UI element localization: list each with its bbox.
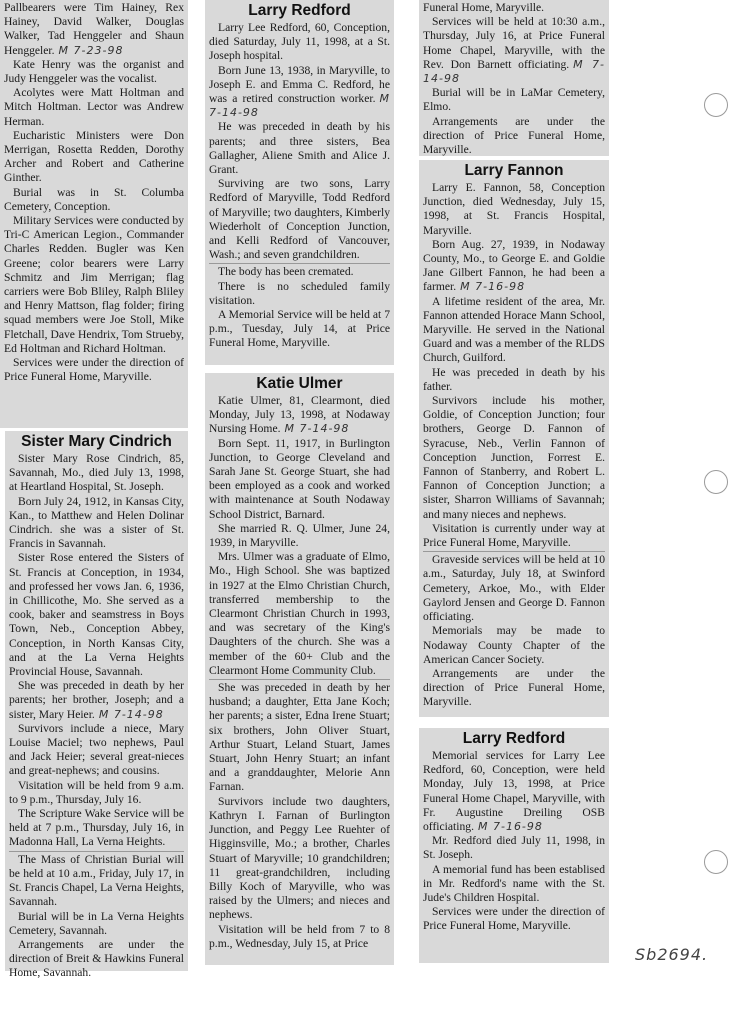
obituary-paragraph: Mrs. Ulmer was a graduate of Elmo, Mo., High School. She was baptized in 1927 at the Elmo Christian Church, transferred membership to the Clearmont Christian Church in 1993, and was secretary of the King's Daughters of the church. She was a member of the 60+ Club and the Clearmont Home Community Club.	[209, 550, 390, 677]
obituary-paragraph: Larry E. Fannon, 58, Conception Junction, died Wednesday, July 15, 1998, at St. Francis Hospital, Maryville.	[423, 181, 605, 237]
obituary-paragraph: A Memorial Service will be held at 7 p.m., Tuesday, July 14, at Price Funeral Home, Maryville.	[209, 308, 390, 350]
obituary-larry-redford	[205, 0, 394, 365]
direction-text: Services were under the direction of Price Funeral Home, Maryville.	[4, 356, 184, 384]
obituary-paragraph: Memorial services for Larry Lee Redford, 60, Conception, were held Monday, July 13, 1998, at Price Funeral Home Chapel, Maryville, with Fr. Augustine Dreiling OSB officiating.	[423, 749, 605, 834]
handwritten-date: M 7-14-98	[284, 422, 350, 436]
divider	[209, 679, 390, 680]
obituary-title: Larry Redford	[462, 730, 566, 747]
handwritten-date: M 7-14-98	[98, 707, 164, 721]
obituary-paragraph: Funeral Home, Maryville.	[423, 1, 545, 14]
military-text: Military Services were conducted by Tri-C American Legion., Commander Charles Redden. Bugler was Ken Greene; color bearers were Larry Schmitz and Jim Merrigan; flag carriers were Bob Bliley, Ralph Bliley and Henry Mattson, flag folder; firing squad members were Joe Stoll, Mike Fletchall, Dave Hendrix, Tom Strueby, Ed Holtman and Richard Holtman.	[4, 214, 184, 355]
obituary-paragraph: She married R. Q. Ulmer, June 24, 1939, in Maryville.	[209, 521, 390, 550]
obituary-paragraph: There is no scheduled family visitation.	[209, 279, 390, 307]
divider	[9, 851, 184, 852]
handwritten-date: M 7-14-98	[209, 92, 390, 120]
obituary-paragraph: The body has been cremated.	[218, 265, 354, 279]
obituary-paragraph: Born Aug. 27, 1939, in Nodaway County, Mo., to George E. and Goldie Jane Gilbert Fannon, he had been a farmer.	[423, 237, 605, 294]
obituary-paragraph: A lifetime resident of the area, Mr. Fannon attended Horace Mann School, Maryville. He served in the National Guard and was a member of the RLDS Church, Guilford.	[423, 294, 605, 365]
acolytes-text: Acolytes were Matt Holtman and Mitch Holtman. Lector was Andrew Herman.	[4, 86, 184, 128]
obituary-paragraph: The Mass of Christian Burial will be held at 10 a.m., Friday, July 17, in St. Francis Chapel, La Verna Heights, Savannah.	[9, 852, 184, 909]
obituary-paragraph: Graveside services will be held at 10 a.m., Saturday, July 18, at Swinford Cemetery, Arkoe, Mo., with Elder Gaylord Jensen and George D. Fannon officiating.	[423, 553, 605, 624]
obituary-paragraph: Visitation will be held from 7 to 8 p.m., Wednesday, July 15, at Price	[209, 922, 390, 950]
handwritten-date: M 7-14-98	[423, 57, 605, 86]
obituary-title: Larry Fannon	[464, 162, 564, 179]
obituary-paragraph: She was preceded in death by her husband; a daughter, Etta Jane Koch; her parents; a sister, Edna Irene Stuart; six brothers, John Oliver Stuart, Arthur Stuart, Leland Stuart, James Stuart, John Henry Stuart; an infant and a granddaughter, Melorie Ann Farnan.	[209, 681, 390, 794]
obituary-title: Katie Ulmer	[256, 375, 343, 392]
handwritten-date: M 7-23-98	[58, 43, 124, 57]
handwritten-date: M 7-16-98	[477, 820, 543, 834]
pallbearers-text: Pallbearers were Tim Hainey, Rex Hainey, David Walker, Douglas Walker, Tad Henggeler and Shaun Henggeler.	[4, 1, 184, 57]
obituary-paragraph: Born July 24, 1912, in Kansas City, Kan., to Matthew and Helen Dolinar Cindrich. she was a sister of St. Francis in Savannah.	[9, 494, 184, 551]
obituary-title: Sister Mary Cindrich	[21, 433, 172, 450]
obituary-paragraph: Mr. Redford died July 11, 1998, in St. Joseph.	[423, 834, 605, 862]
obituary-paragraph: Burial will be in LaMar Cemetery, Elmo.	[423, 86, 605, 114]
clipping-col3-top	[419, 0, 609, 156]
obituary-paragraph: Services will be held at 10:30 a.m., Thursday, July 16, at Price Funeral Home Chapel, Maryville, with the Rev. Don Barnett officiating.	[423, 15, 605, 71]
clipping-col1-top	[0, 0, 188, 428]
organist-text: Kate Henry was the organist and Judy Henggeler was the vocalist.	[4, 57, 184, 86]
handwritten-date: M 7-16-98	[460, 280, 526, 294]
obituary-paragraph: Born Sept. 11, 1917, in Burlington Junction, to George Cleveland and Sarah Jane St. George Stuart, she had been employed as a cook and worked with maintenance at South Nodaway School District, Barnard.	[209, 436, 390, 521]
ministers-text: Eucharistic Ministers were Don Merrigan, Rosetta Redden, Dorothy Archer and Robert and Catherine Ginther.	[4, 128, 184, 185]
obituary-paragraph: Survivors include his mother, Goldie, of Conception Junction; four brothers, George D. Fannon of Syracuse, Neb., Verlin Fannon of Conception Junction, Forrest E. Fannon of Stanberry, and Robert L. Fannon of Conception Junction; a sister, Sharron Williams of Savannah; and many nieces and nephews.	[423, 394, 605, 521]
obituary-paragraph: Memorials may be made to Nodaway County Chapter of the American Cancer Society.	[423, 624, 605, 666]
burial-text: Burial was in St. Columba Cemetery, Conception.	[4, 185, 184, 213]
obituary-sister-mary-cindrich	[5, 431, 188, 980]
obituary-paragraph: Visitation is currently under way at Price Funeral Home, Maryville.	[423, 521, 605, 550]
obituary-paragraph: Burial will be in La Verna Heights Cemetery, Savannah.	[9, 909, 184, 937]
obituary-paragraph: Larry Lee Redford, 60, Conception, died Saturday, July 11, 1998, at a St. Joseph hospital.	[209, 21, 390, 63]
punch-hole-top	[704, 93, 728, 117]
obituary-paragraph: Arrangements are under the direction of Price Funeral Home, Maryville.	[423, 114, 605, 157]
obituary-paragraph: Sister Rose entered the Sisters of St. Francis at Conception, in 1934, and professed her vows Jan. 6, 1936, in Chillicothe, Mo. She served as a cook, baker and seamstress in Boys Town, Neb., Conception Abbey, Conception, in North Kansas City, and at the La Verna Heights Provincial House, Savannah.	[9, 551, 184, 679]
obituary-paragraph: Katie Ulmer, 81, Clearmont, died Monday, July 13, 1998, at Nodaway Nursing Home.	[209, 394, 390, 436]
obituary-paragraph: Services were under the direction of Price Funeral Home, Maryville.	[423, 905, 605, 933]
obituary-paragraph: Sister Mary Rose Cindrich, 85, Savannah, Mo., died July 13, 1998, at Heartland Hospital, St. Joseph.	[9, 452, 184, 494]
obituary-paragraph: She was preceded in death by her parents; her brother, Joseph; and a sister, Mary Heier.	[9, 679, 184, 721]
obituary-paragraph: The Scripture Wake Service will be held at 7 p.m., Thursday, July 16, in Madonna Hall, La Verna Heights.	[9, 807, 184, 849]
obituary-larry-redford-memorial	[419, 728, 609, 963]
obituary-paragraph: Arrangements are under the direction of Price Funeral Home, Maryville.	[423, 666, 605, 709]
handwritten-file-reference: Sb2694.	[635, 945, 709, 964]
obituary-katie-ulmer	[205, 373, 394, 965]
divider	[423, 551, 605, 552]
obituary-title: Larry Redford	[248, 2, 351, 19]
punch-hole-bottom	[704, 850, 728, 874]
obituary-larry-fannon	[419, 160, 609, 717]
obituary-paragraph: Survivors include two daughters, Kathryn I. Farnan of Burlington Junction, and Peggy Lee Ruehter of Higginsville, Mo.; a brother, Charles Stuart of Maryville; 10 grandchildren; 11 great-grandchildren, including Billy Koch of Maryville, who was raised by the Ulmers; and nieces and nephews.	[209, 794, 390, 922]
obituary-paragraph: Surviving are two sons, Larry Redford of Maryville, Todd Redford of Maryville; two daughters, Kimberly Wiederholt of Conception Junction, and Kelli Redford of Vancouver, Wash.; and seven grandchildren.	[209, 177, 390, 262]
obituary-paragraph: Arrangements are under the direction of Breit & Hawkins Funeral Home, Savannah.	[9, 937, 184, 980]
divider	[209, 263, 390, 264]
obituary-paragraph: A memorial fund has been establised in Mr. Redford's name with the St. Jude's Children Hospital.	[423, 862, 605, 905]
obituary-paragraph: He was preceded in death by his father.	[423, 365, 605, 393]
obituary-paragraph: Survivors include a niece, Mary Louise Maciel; two nephews, Paul and Jack Heier; several great-nieces and great-nephews; and cousins.	[9, 721, 184, 778]
obituary-paragraph: Visitation will be held from 9 a.m. to 9 p.m., Thursday, July 16.	[9, 778, 184, 806]
obituary-paragraph: He was preceded in death by his parents; and three sisters, Bea Gallagher, Aliene Smith and Alice J. Grant.	[209, 120, 390, 177]
obituary-paragraph: Born June 13, 1938, in Maryville, to Joseph E. and Emma C. Redford, he was a retired construction worker.	[209, 63, 390, 106]
punch-hole-middle	[704, 470, 728, 494]
